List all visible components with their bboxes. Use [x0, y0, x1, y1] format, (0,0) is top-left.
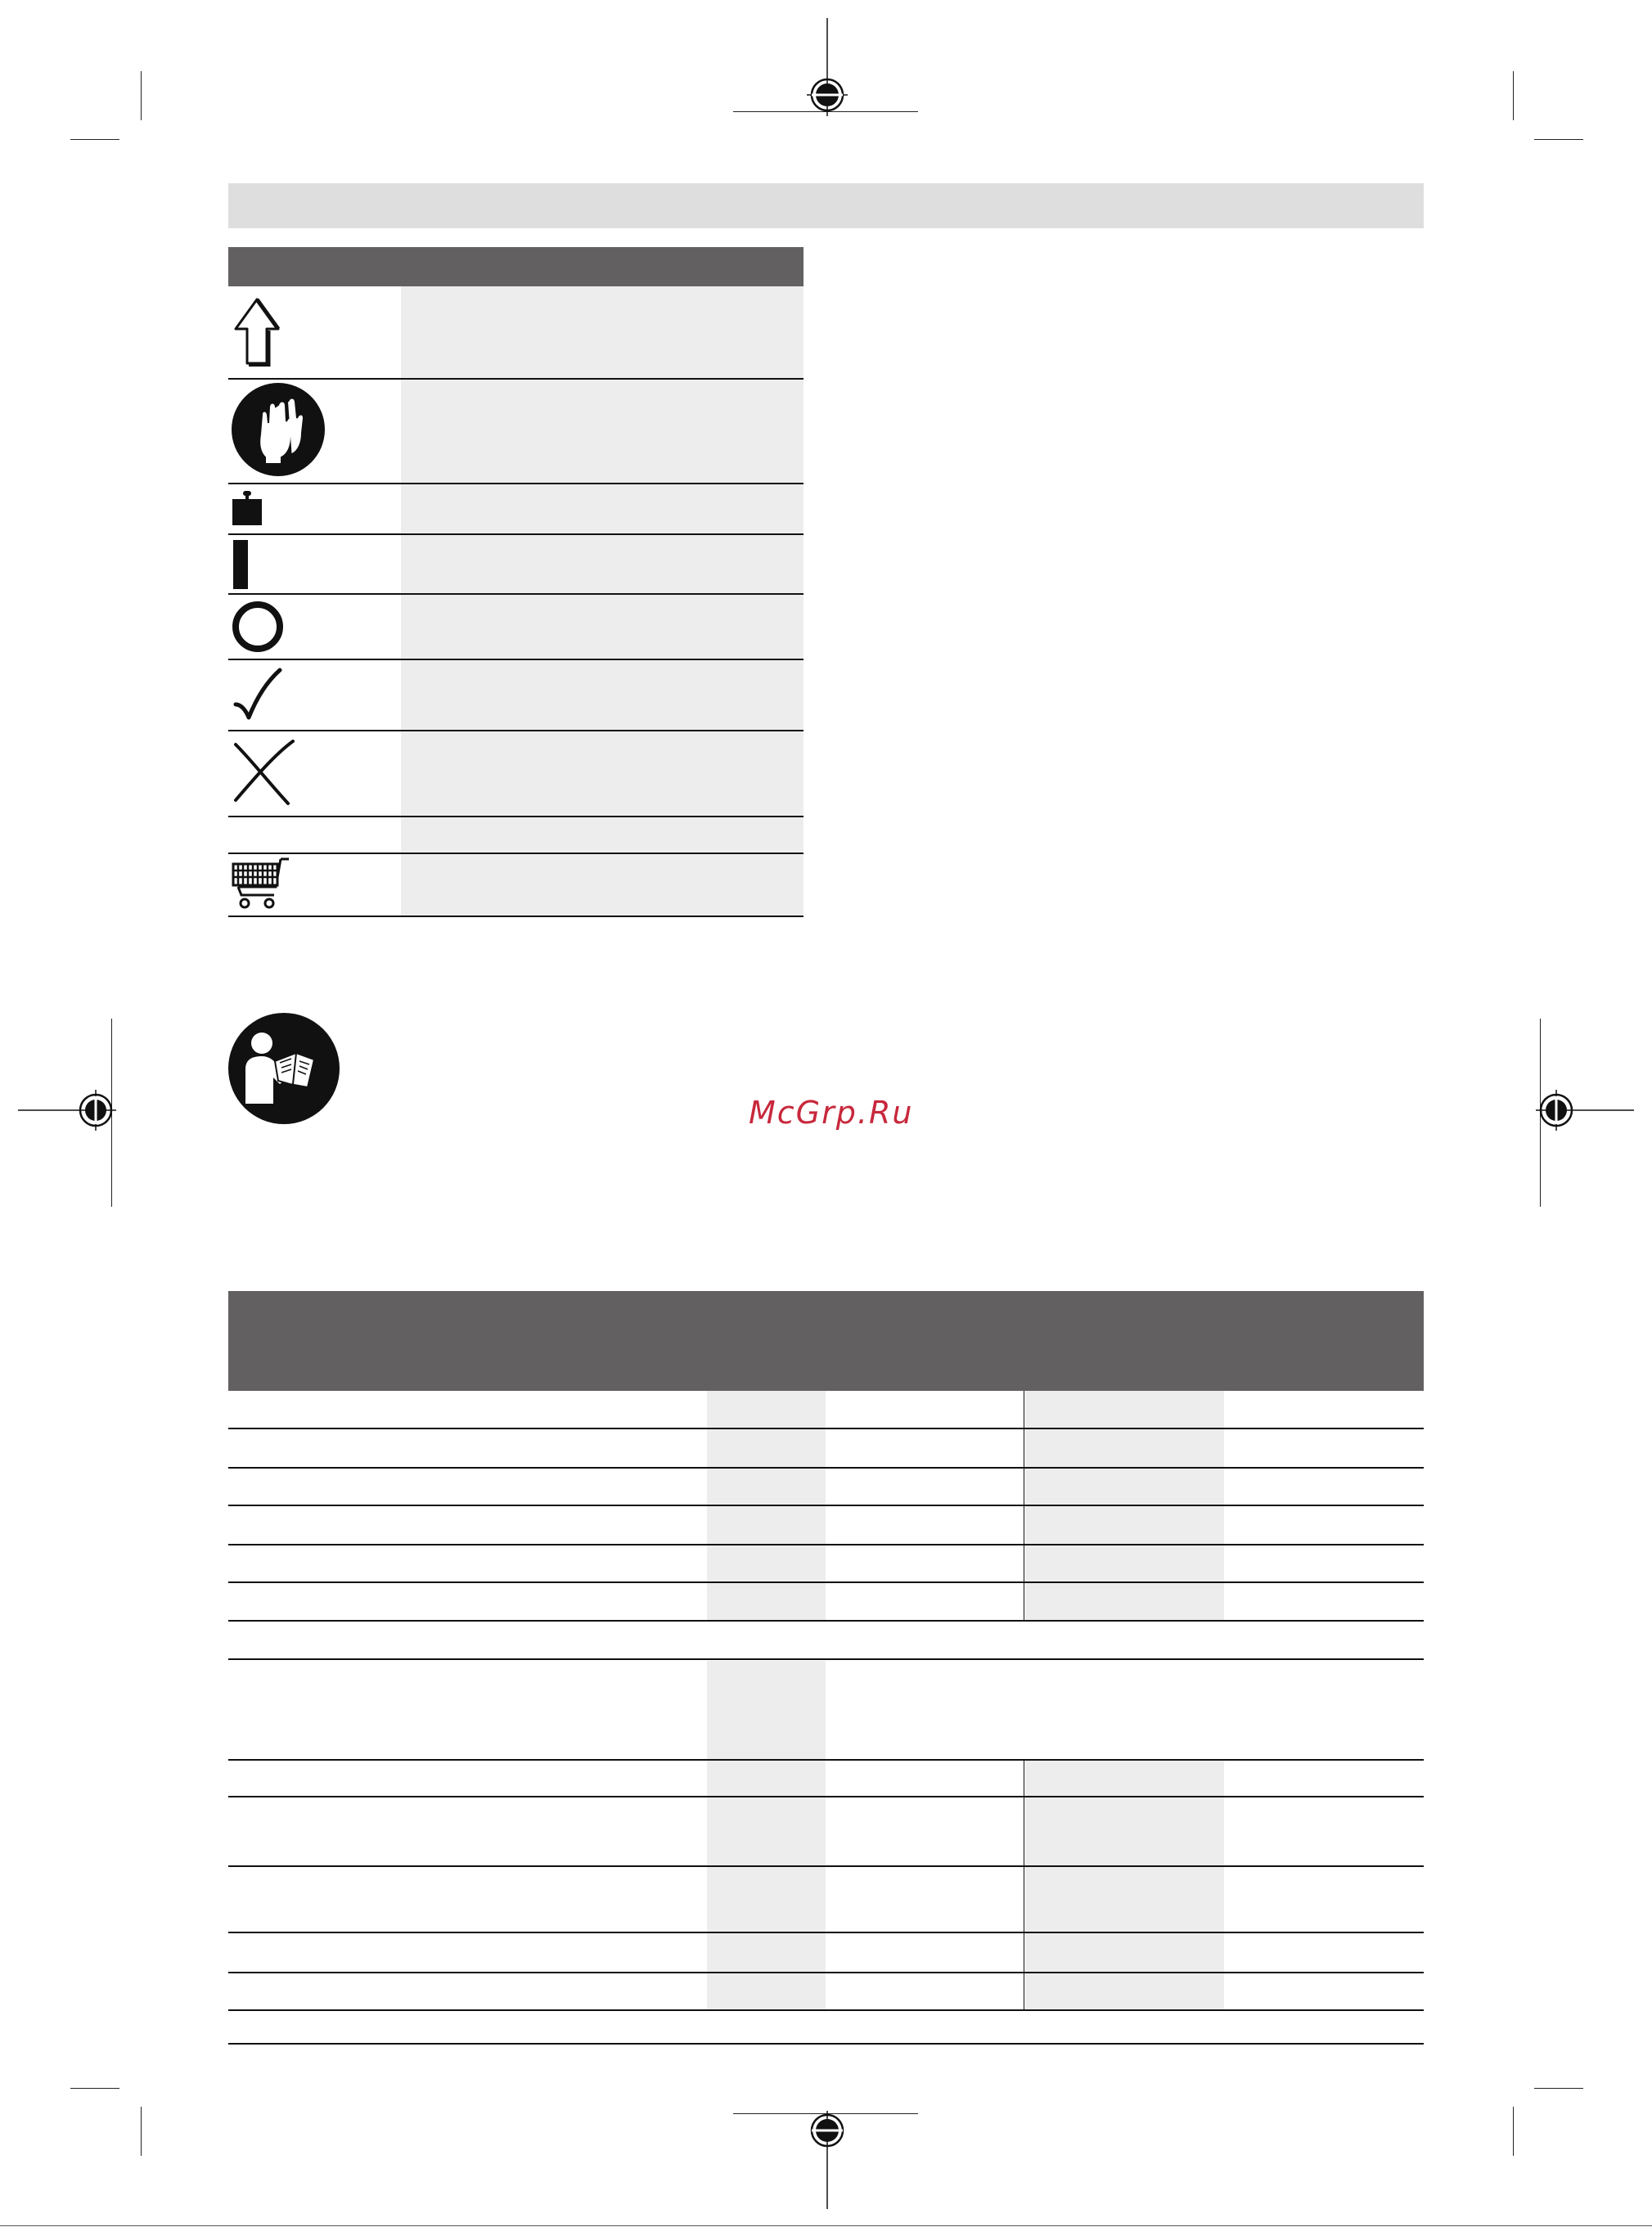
switch-on-bar-icon — [232, 540, 250, 591]
accessories-cart-icon — [230, 857, 290, 910]
switch-off-circle-icon — [231, 600, 285, 654]
table-row-divider — [228, 1865, 1424, 1867]
table-row-divider — [228, 1428, 1424, 1429]
page-bottom-edge — [0, 2225, 1652, 2226]
symbol-description-cell — [401, 484, 803, 534]
table-row-divider — [228, 483, 803, 484]
symbol-description-cell — [401, 660, 803, 731]
symbol-description-cell — [401, 535, 803, 594]
table-row-divider — [228, 1796, 1424, 1797]
symbol-table-header — [228, 247, 803, 286]
table-row-divider — [228, 659, 803, 660]
table-row-divider — [228, 2009, 1424, 2011]
symbol-description-cell — [401, 286, 803, 379]
table-row-divider — [228, 1467, 1424, 1469]
table-row-divider — [228, 378, 803, 380]
page-header-band — [228, 183, 1424, 228]
permitted-check-icon — [232, 667, 286, 726]
table-row-divider — [228, 1759, 1424, 1761]
symbol-description-cell — [401, 380, 803, 484]
table-row-divider — [228, 593, 803, 595]
symbol-description-cell — [401, 595, 803, 659]
table-row-divider — [228, 853, 803, 854]
read-manual-icon — [227, 1012, 340, 1125]
symbol-description-cell — [401, 731, 803, 817]
table-row-divider — [228, 1544, 1424, 1545]
table-row-divider — [228, 1658, 1424, 1660]
table-row-divider — [228, 533, 803, 535]
table-row-divider — [228, 1972, 1424, 1973]
table-row-divider — [228, 916, 803, 917]
weight-icon — [232, 489, 263, 527]
registration-mark-top — [790, 18, 864, 116]
symbol-description-cell — [401, 817, 803, 853]
registration-mark-left — [18, 1073, 116, 1147]
protective-gloves-icon — [231, 382, 326, 477]
table-row-divider — [228, 1620, 1424, 1622]
registration-mark-bottom — [790, 2111, 864, 2209]
table-row-divider — [228, 1581, 1424, 1583]
table-column-shade — [707, 1661, 826, 1759]
table-row-divider — [228, 2043, 1424, 2045]
table-row-divider — [228, 816, 803, 817]
symbol-description-cell — [401, 854, 803, 916]
watermark: McGrp.Ru — [749, 1095, 914, 1131]
table-row-divider — [228, 1932, 1424, 1933]
table-row-divider — [228, 1505, 1424, 1506]
technical-data-header — [228, 1291, 1424, 1391]
registration-mark-right — [1536, 1073, 1634, 1147]
table-row-divider — [228, 730, 803, 731]
prohibited-cross-icon — [231, 738, 298, 807]
arrow-up-icon — [232, 296, 283, 367]
